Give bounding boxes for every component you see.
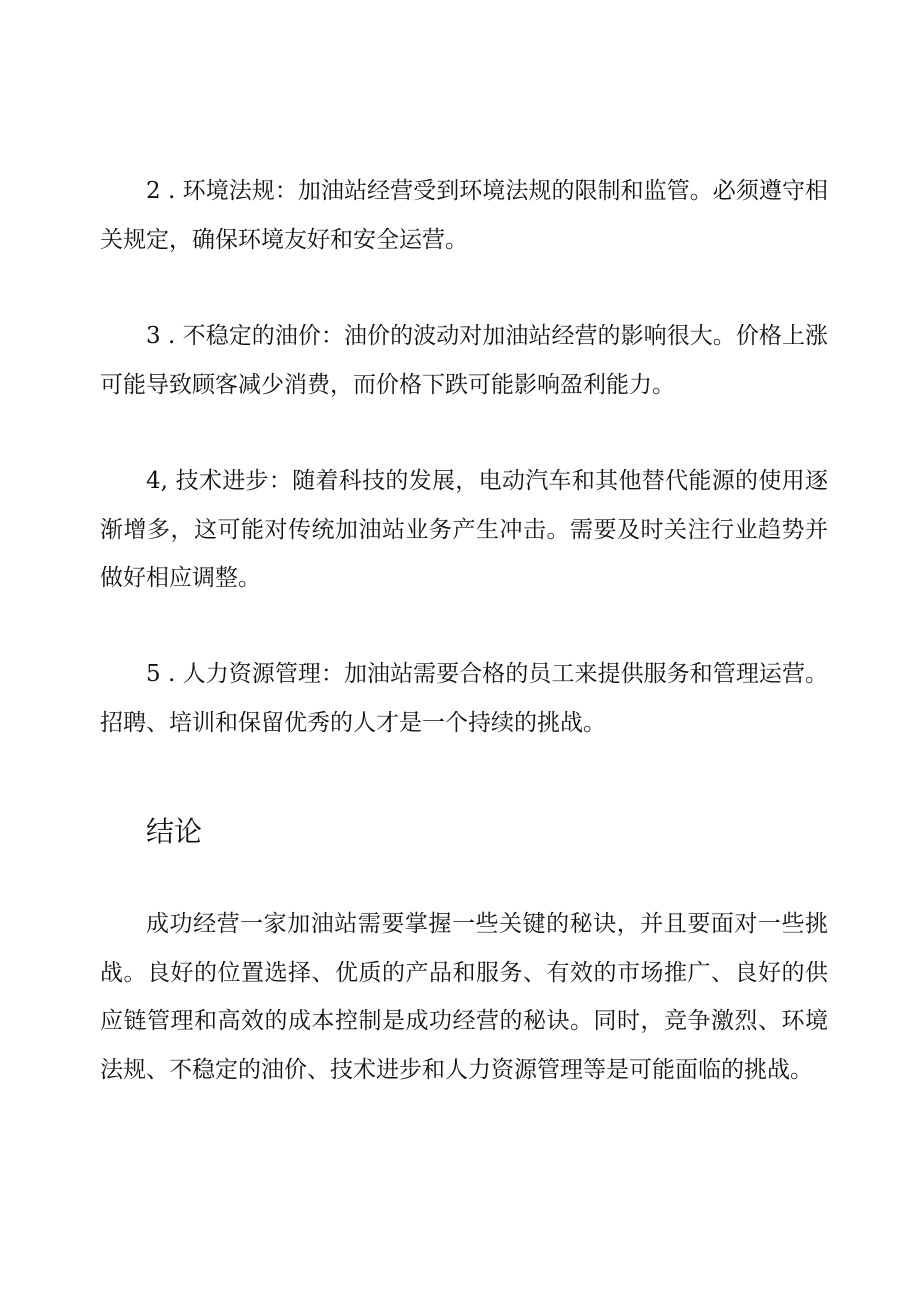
conclusion-paragraph: 成功经营一家加油站需要掌握一些关键的秘诀，并且要面对一些挑战。良好的位置选择、优质的产品和服务、有效的市场推广、良好的供应链管理和高效的成本控制是成功经营的秘诀。同时，竞争激烈、环境法规、不稳定的油价、技术进步和人力资源管理等是可能面临的挑战。 [100, 911, 828, 1083]
challenge-item-unstable-oil-prices: 3 . 不稳定的油价：油价的波动对加油站经营的影响很大。价格上涨可能导致顾客减少消费，而价格下跌可能影响盈利能力。 [100, 323, 828, 398]
challenge-item-human-resources: 5 . 人力资源管理：加油站需要合格的员工来提供服务和管理运营。招聘、培训和保留优秀的人才是一个持续的挑战。 [100, 661, 828, 736]
challenge-item-technology-progress: 4, 技术进步：随着科技的发展，电动汽车和其他替代能源的使用逐渐增多，这可能对传统加油站业务产生冲击。需要及时关注行业趋势并做好相应调整。 [100, 468, 828, 591]
challenge-item-environmental-regulations: 2 . 环境法规：加油站经营受到环境法规的限制和监管。必须遵守相关规定，确保环境友好和安全运营。 [100, 178, 828, 253]
conclusion-heading: 结论 [146, 815, 203, 848]
